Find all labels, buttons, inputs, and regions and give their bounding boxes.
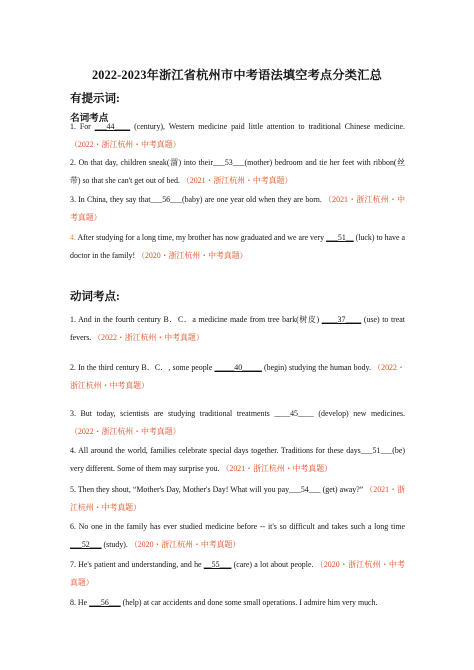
question-text: No one in the family has ever studied medicine before -- it's so difficult and takes such a long time	[78, 522, 405, 531]
question-text: Then they shout, “Mother's Day, Mother's Day! What will you pay___54___ (get) away?”	[77, 485, 366, 494]
question-number: 1.	[70, 315, 76, 324]
question-item	[70, 594, 405, 612]
question-text: He	[77, 598, 90, 607]
answer-blank: _____40_____	[214, 363, 262, 372]
answer-blank: __55___	[203, 560, 232, 569]
question-item	[70, 118, 405, 154]
question-text: (luck) to have a doctor in the family!	[70, 233, 405, 260]
question-item	[70, 191, 405, 227]
question-number: 1.	[70, 122, 76, 131]
question-item	[70, 556, 405, 592]
question-text: (study).	[101, 540, 130, 549]
question-text: (help) at car accidents and done some small operations. I admire him very much.	[120, 598, 378, 607]
question-item	[70, 311, 405, 347]
question-number: 6.	[70, 522, 76, 531]
source-citation: （2020・浙江杭州・中考真题）	[70, 560, 405, 587]
question-text: (century), Western medicine paid little attention to traditional Chinese medicine.	[130, 122, 405, 131]
question-text: And in the fourth century B．C．a medicine made from tree bark(树皮)	[78, 315, 322, 324]
question-text: All around the world, families celebrate special days together. Traditions for these days___51___(be) very different. Some of them may surprise you.	[70, 446, 405, 473]
question-item	[70, 518, 405, 554]
question-text: (use) to treat fevers.	[70, 315, 405, 342]
question-text: On that day, children sneak(溜) into their___53___(mother) bedroom and tie her feet with ribbon(丝带) so that she can't get out of bed.	[70, 158, 405, 185]
question-text: He's patient and understanding, and he	[78, 560, 204, 569]
question-number: 3.	[70, 195, 76, 204]
answer-blank: ___56___	[89, 598, 121, 607]
question-number: 3.	[70, 409, 76, 418]
answer-blank: ___52___	[70, 540, 102, 549]
source-citation: （2022・浙江杭州・中考真题）	[70, 363, 405, 390]
question-text: After studying for a long time, my brother has now graduated and we are very	[77, 233, 327, 242]
question-text: For	[79, 122, 95, 131]
answer-blank: ___44____	[94, 122, 131, 131]
question-item	[70, 229, 405, 265]
question-number: 7.	[70, 560, 76, 569]
question-text: (begin) studying the human body.	[261, 363, 374, 372]
source-citation: （2021・浙江杭州・中考真题）	[181, 176, 293, 185]
question-number: 5.	[70, 485, 76, 494]
answer-blank: ____37____	[321, 315, 362, 324]
question-item	[70, 154, 405, 190]
source-citation: （2021・浙江杭州・中考真题）	[70, 195, 405, 222]
section-heading-verb: 动词考点:	[70, 291, 120, 303]
question-number: 4.	[70, 233, 76, 242]
question-item	[70, 359, 405, 395]
source-citation: （2022・浙江杭州・中考真题）	[70, 427, 181, 436]
document-title: 2022-2023年浙江省杭州市中考语法填空考点分类汇总	[92, 68, 382, 82]
question-number: 8.	[70, 598, 76, 607]
answer-blank: ___51__	[326, 233, 354, 242]
question-item	[70, 405, 405, 441]
source-citation: （2021・浙江杭州・中考真题）	[221, 464, 332, 473]
source-citation: （2022・浙江杭州・中考真题）	[93, 333, 204, 342]
question-text: But today, scientists are studying traditional treatments ____45____ (develop) new medicines.	[80, 409, 405, 418]
question-number: 2.	[70, 363, 76, 372]
question-number: 2.	[70, 158, 76, 167]
question-text: In the third century B．C．, some people	[78, 363, 215, 372]
question-text: In China, they say that___56___(baby) are one year old when they are born.	[78, 195, 325, 204]
question-number: 4.	[70, 446, 76, 455]
source-citation: （2020・浙江杭州・中考真题）	[129, 540, 241, 549]
source-citation: （2022・浙江杭州・中考真题）	[70, 140, 181, 149]
section-heading-hints: 有提示词:	[70, 93, 120, 105]
question-item	[70, 442, 405, 478]
source-citation: （2020・浙江杭州・中考真题）	[137, 251, 248, 260]
question-text: (care) a lot about people.	[231, 560, 316, 569]
subheading-noun: 名词考点	[70, 113, 109, 124]
source-citation: （2021・浙江杭州・中考真题）	[70, 485, 405, 512]
question-item	[70, 481, 405, 517]
